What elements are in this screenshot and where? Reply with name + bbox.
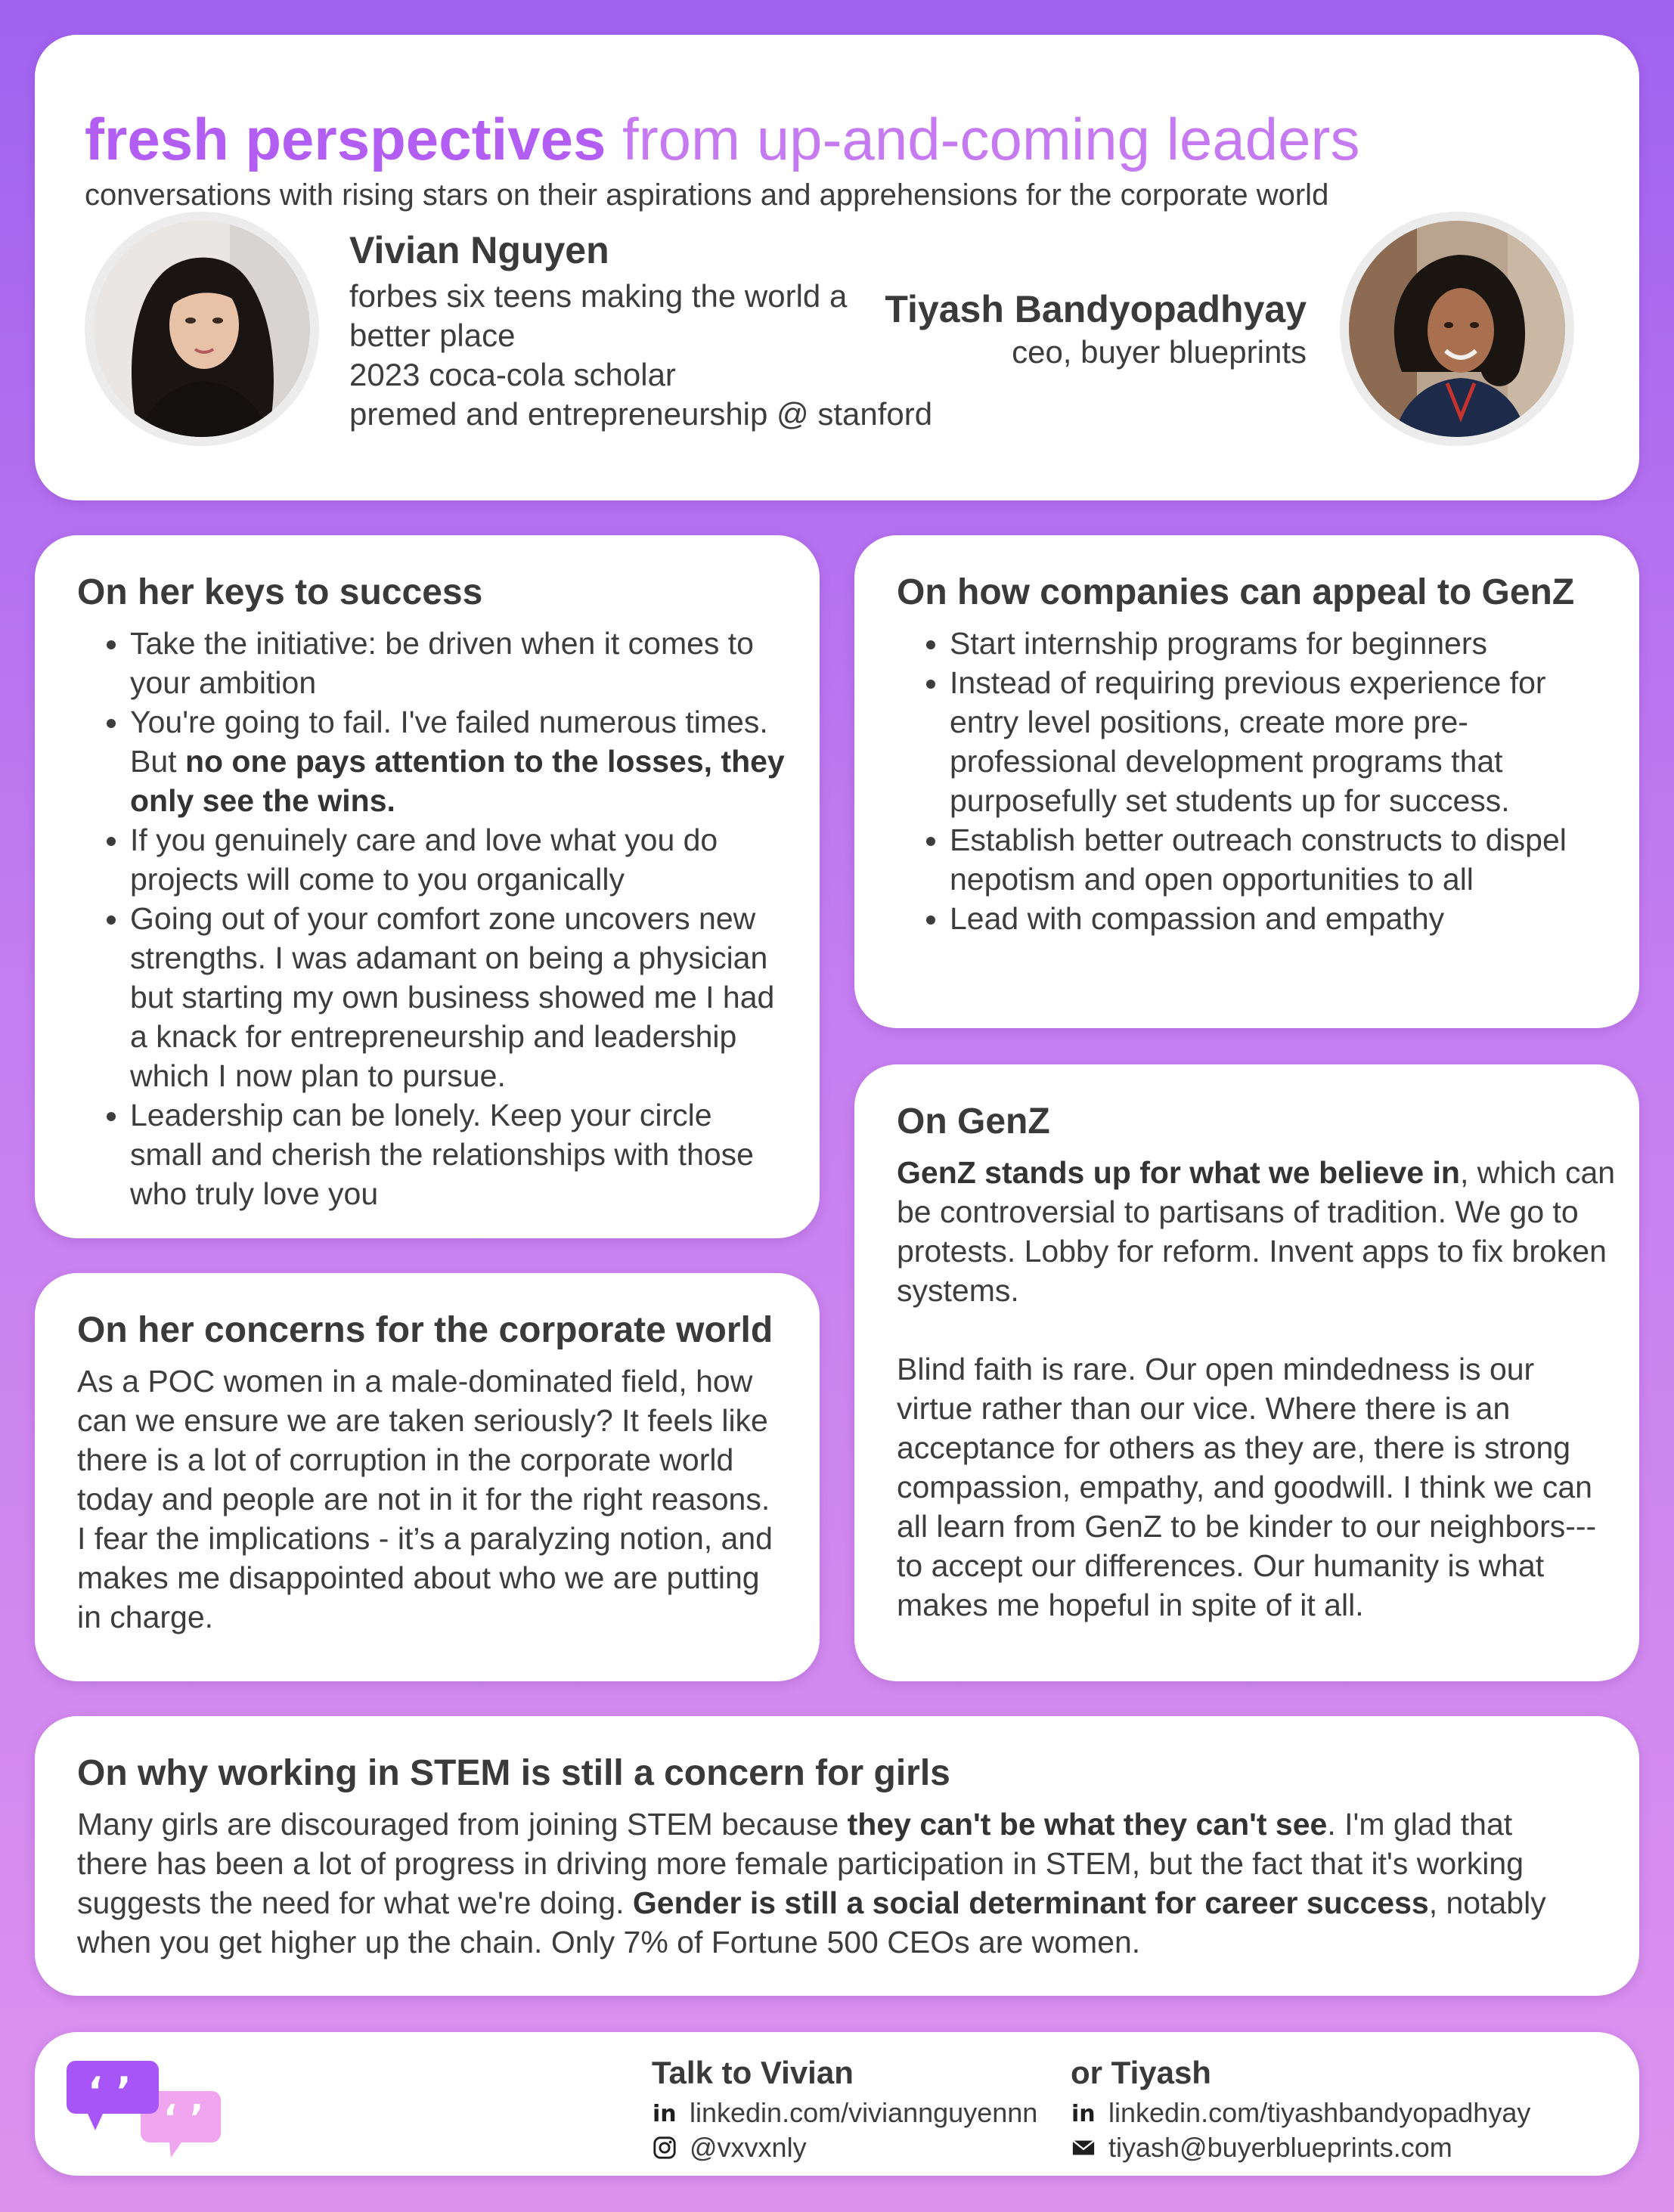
concerns-title: On her concerns for the corporate world <box>77 1310 773 1350</box>
appeal-list <box>897 624 1609 938</box>
vivian-portrait-image <box>94 221 310 437</box>
vivian-contact-heading: Talk to Vivian <box>652 2055 854 2090</box>
vivian-linkedin-row <box>652 2096 1037 2130</box>
tiyash-name: Tiyash Bandyopadhyay <box>885 288 1307 330</box>
page-title <box>85 101 1360 177</box>
envelope-icon <box>1071 2135 1096 2161</box>
svg-text:‘ ’: ‘ ’ <box>88 2069 132 2114</box>
vivian-contacts <box>652 2055 1037 2165</box>
vivian-line-1: forbes six teens making the world a <box>349 278 848 314</box>
tiyash-linkedin-row <box>1071 2096 1530 2130</box>
concerns-card <box>35 1273 820 1681</box>
genz-paragraph-2: Blind faith is rare. Our open mindedness is our virtue rather than our vice. Where there is an acceptance for others as they are, there is strong compassion, empathy, and goodwill. I think we can all learn from GenZ to be kinder to our neighbors---to accept our differences. Our humanity is what makes me hopeful in spite of it all. <box>897 1352 1597 1622</box>
tiyash-avatar <box>1340 212 1574 446</box>
keys-item-2-bold: no one pays attention to the losses, they only see the wins. <box>130 744 785 818</box>
keys-to-success-card <box>35 535 820 1238</box>
stem-text-bold-1: they can't be what they can't see <box>847 1807 1328 1842</box>
keys-item-3: • If you genuinely care and love what you do projects will come to you organically <box>130 820 786 899</box>
title-rest: from up-and-coming leaders <box>622 106 1360 172</box>
vivian-line-4: premed and entrepreneurship @ stanford <box>349 396 933 432</box>
svg-text:in: in <box>1071 2101 1096 2126</box>
keys-item-4: • Going out of your comfort zone uncovers new strengths. I was adamant on being a physician but starting my own business showed me I had a knack for entrepreneurship and leadership which I now plan to pursue. <box>130 899 786 1095</box>
genz-title: On GenZ <box>897 1101 1050 1142</box>
appeal-title: On how companies can appeal to GenZ <box>897 572 1575 612</box>
appeal-item-3: • Establish better outreach constructs to dispel nepotism and open opportunities to all <box>950 820 1609 899</box>
svg-text:in: in <box>653 2101 677 2126</box>
tiyash-info <box>885 287 1307 372</box>
vivian-line-2: better place <box>349 318 516 353</box>
stem-text-1: Many girls are discouraged from joining STEM because <box>77 1807 848 1842</box>
keys-title: On her keys to success <box>77 572 483 612</box>
vivian-instagram-row <box>652 2130 1037 2165</box>
tiyash-email-row <box>1071 2130 1530 2165</box>
keys-item-1: • Take the initiative: be driven when it comes to your ambition <box>130 624 786 702</box>
appeal-item-2: • Instead of requiring previous experience for entry level positions, create more pre-professional development programs that purposefully set students up for success. <box>950 663 1609 820</box>
vivian-linkedin-link[interactable]: linkedin.com/viviannguyennn <box>690 2097 1038 2128</box>
vivian-line-3: 2023 coca-cola scholar <box>349 357 676 392</box>
page-subtitle: conversations with rising stars on their aspirations and apprehensions for the corporate world <box>85 178 1329 212</box>
appeal-item-1: • Start internship programs for beginners <box>950 624 1609 663</box>
contact-footer <box>35 2032 1639 2176</box>
stem-card <box>35 1716 1639 1996</box>
keys-list <box>77 624 786 1213</box>
keys-item-2-text: You're going to fail. I've failed numerous times. But <box>130 705 768 779</box>
tiyash-email-link[interactable]: tiyash@buyerblueprints.com <box>1108 2132 1452 2163</box>
stem-title: On why working in STEM is still a concern for girls <box>77 1753 950 1793</box>
title-strong: fresh perspectives <box>85 106 606 172</box>
vivian-name: Vivian Nguyen <box>349 229 609 271</box>
vivian-avatar <box>85 212 319 446</box>
on-genz-card <box>854 1064 1639 1681</box>
svg-text:‘ ’: ‘ ’ <box>163 2097 204 2139</box>
vivian-info <box>349 228 947 434</box>
speech-bubble-icon <box>65 2056 224 2162</box>
genz-p1-bold: GenZ stands up for what we believe in <box>897 1155 1460 1190</box>
stem-text-bold-2: Gender is still a social determinant for career success <box>632 1885 1429 1920</box>
linkedin-icon <box>652 2100 677 2126</box>
header-card <box>35 35 1639 500</box>
tiyash-linkedin-link[interactable]: linkedin.com/tiyashbandyopadhyay <box>1108 2097 1531 2128</box>
instagram-icon <box>652 2135 677 2161</box>
keys-item-2 <box>130 702 786 820</box>
appeal-item-4: • Lead with compassion and empathy <box>950 899 1609 938</box>
appeal-to-genz-card <box>854 535 1639 1028</box>
genz-p1-text: , which can be controversial to partisans of tradition. We go to protests. Lobby for reform. Invent apps to fix broken systems. <box>897 1155 1616 1308</box>
linkedin-icon <box>1071 2100 1096 2126</box>
tiyash-contacts <box>1071 2055 1530 2165</box>
vivian-instagram-link[interactable]: @vxvxnly <box>690 2132 807 2163</box>
stem-text-3: , notably when you get higher up the chain. Only 7% of Fortune 500 CEOs are women. <box>77 1885 1546 1960</box>
keys-item-5: • Leadership can be lonely. Keep your circle small and cherish the relationships with those who truly love you <box>130 1095 786 1213</box>
tiyash-contact-heading: or Tiyash <box>1071 2055 1211 2090</box>
tiyash-role: ceo, buyer blueprints <box>1012 334 1307 370</box>
tiyash-portrait-image <box>1349 221 1565 437</box>
genz-paragraph-1 <box>897 1153 1617 1310</box>
stem-text-2: . I'm glad that there has been a lot of progress in driving more female participation in STEM, but the fact that it's working suggests the need for what we're doing. <box>77 1807 1524 1920</box>
stem-text <box>77 1805 1579 1962</box>
concerns-text: As a POC women in a male-dominated field, how can we ensure we are taken seriously? It feels like there is a lot of corruption in the corporate world today and people are not in it for the right reasons. I fear the implications - it’s a paralyzing notion, and makes me disappointed about who we are putting in charge. <box>77 1364 773 1634</box>
